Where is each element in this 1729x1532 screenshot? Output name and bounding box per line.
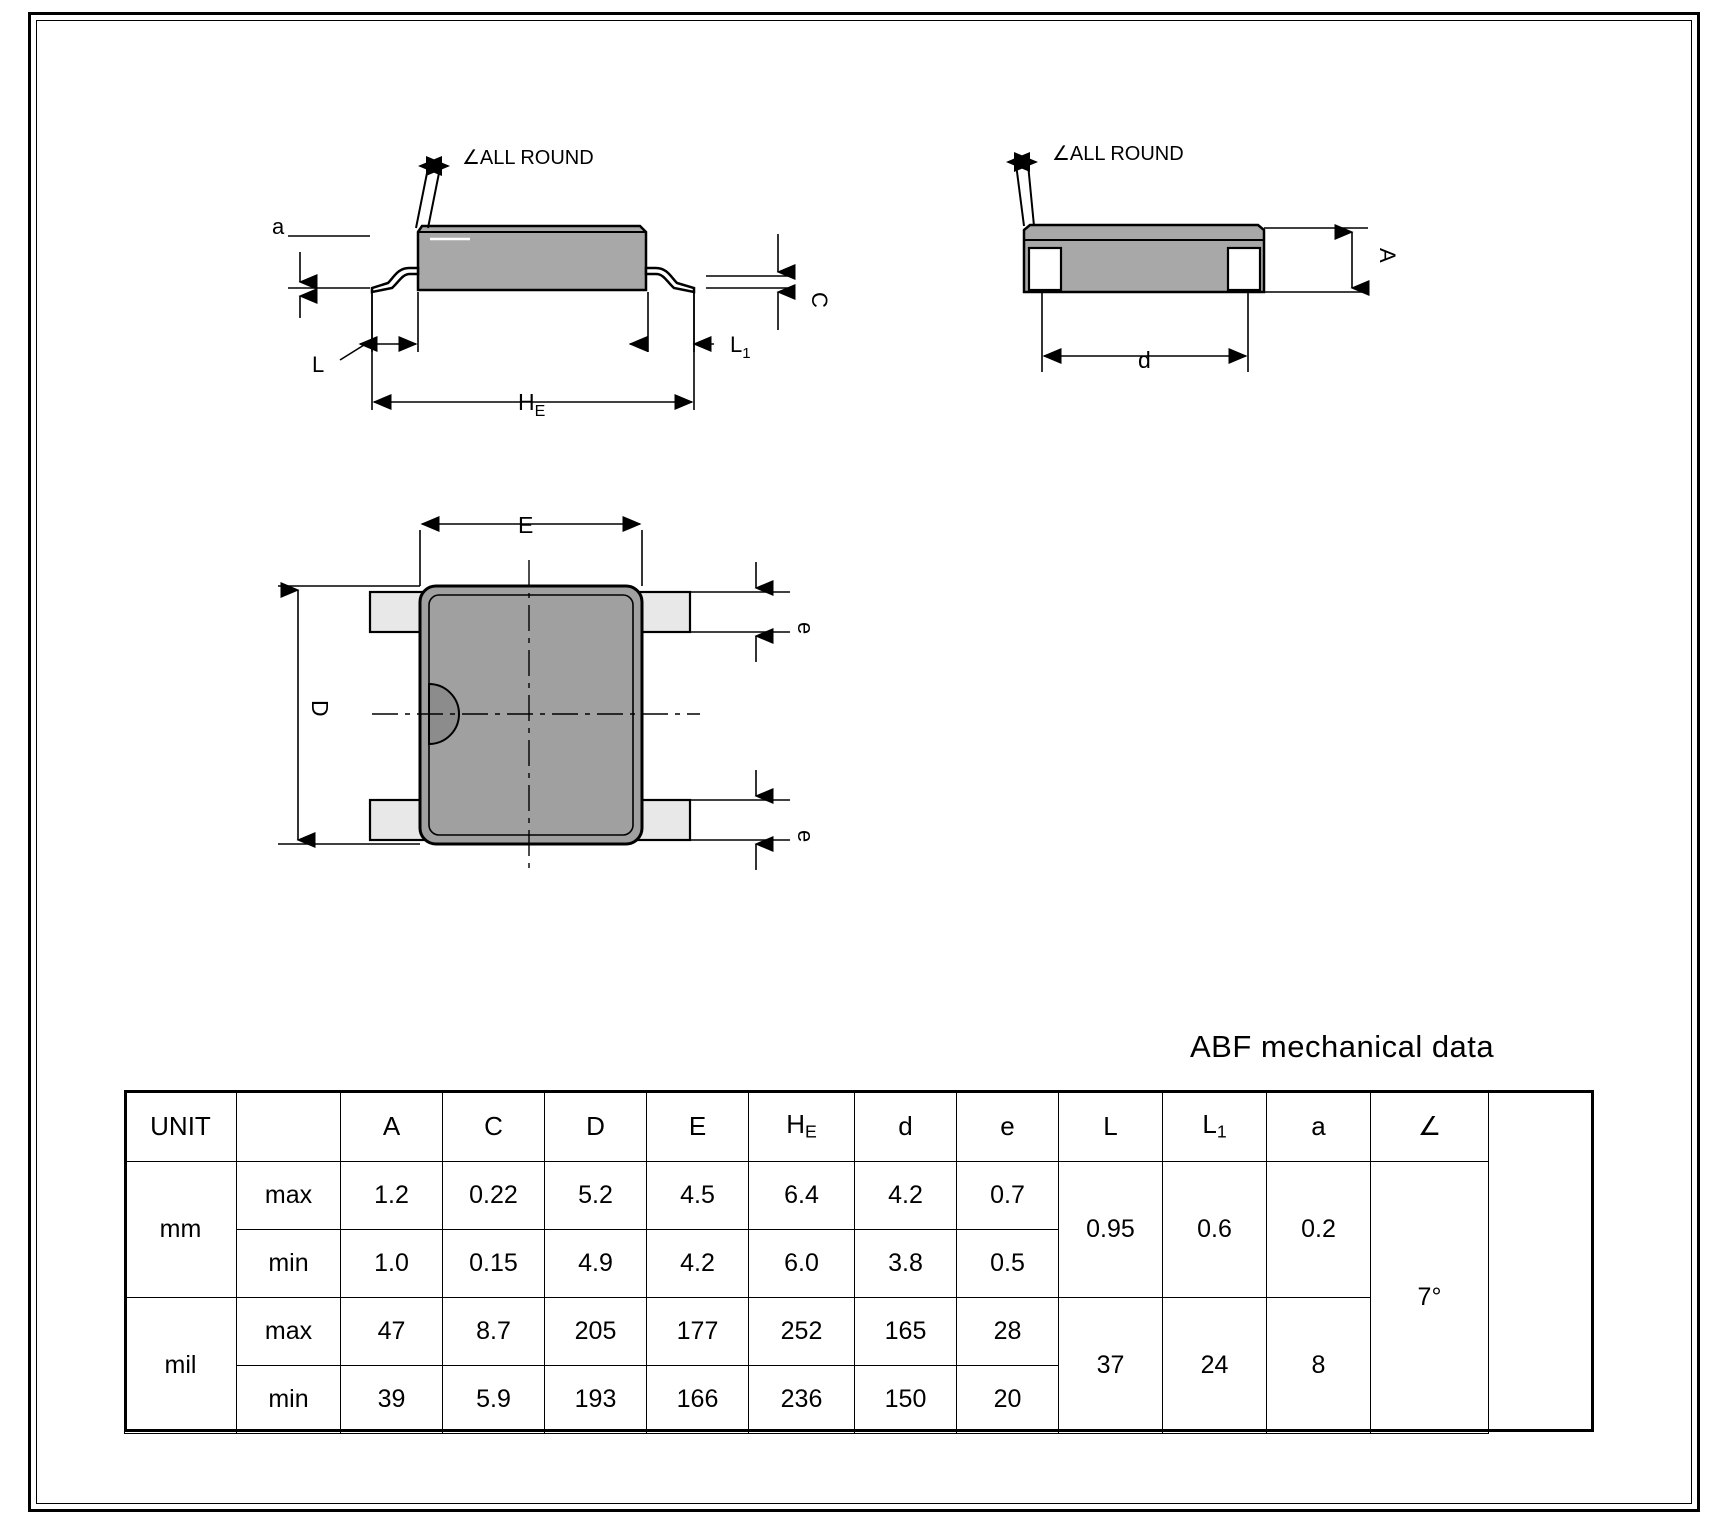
cell-mil-max-C: 8.7 (443, 1298, 545, 1366)
cell-mil-min-D: 193 (545, 1366, 647, 1434)
header-blank (237, 1091, 341, 1162)
cell-mil-L1: 24 (1163, 1298, 1267, 1434)
header-unit: UNIT (125, 1091, 237, 1162)
header-L1: $L_1$ (1163, 1091, 1267, 1162)
label-C: C (807, 292, 832, 308)
cell-mm-L: 0.95 (1059, 1162, 1163, 1298)
side-view-body (372, 226, 694, 292)
cell-mil-min-d: 150 (855, 1366, 957, 1434)
cell-mil-max-D: 205 (545, 1298, 647, 1366)
dim-e-bottom (690, 770, 790, 870)
cell-mil-min-E: 166 (647, 1366, 749, 1434)
all-round-leader-left (416, 166, 448, 228)
cell-mil-max-HE: 252 (749, 1298, 855, 1366)
cell-mil-max-e: 28 (957, 1298, 1059, 1366)
label-e-top: e (793, 622, 818, 635)
label-all-round-left: ∠ALL ROUND (462, 147, 594, 169)
cell-mil-a: 8 (1267, 1298, 1371, 1434)
dim-L (340, 292, 418, 360)
minmax-min: min (237, 1366, 341, 1434)
minmax-max: max (237, 1298, 341, 1366)
cell-mm-max-e: 0.7 (957, 1162, 1059, 1230)
header-e: e (957, 1091, 1059, 1162)
dim-A (1264, 228, 1368, 292)
page-title: ABF mechanical data (1190, 1029, 1495, 1064)
label-all-round-right: ∠ALL ROUND (1052, 143, 1184, 165)
header-E: E (647, 1091, 749, 1162)
minmax-min: min (237, 1230, 341, 1298)
unit-mil: mil (125, 1298, 237, 1434)
header-C: C (443, 1091, 545, 1162)
table-row (125, 1162, 1489, 1230)
label-A: A (1375, 248, 1400, 263)
label-E: E (518, 512, 534, 538)
label-L: L (312, 352, 325, 377)
dim-a (288, 236, 370, 318)
top-view-body (370, 560, 700, 874)
header-a: a (1267, 1091, 1371, 1162)
cell-mm-min-A: 1.0 (341, 1230, 443, 1298)
dim-L1 (630, 292, 714, 352)
cell-mil-min-A: 39 (341, 1366, 443, 1434)
cell-mm-max-HE: 6.4 (749, 1162, 855, 1230)
label-a: a (272, 214, 285, 239)
header-D: D (545, 1091, 647, 1162)
cell-mil-min-e: 20 (957, 1366, 1059, 1434)
end-view-body (1024, 225, 1264, 292)
cell-mm-L1: 0.6 (1163, 1162, 1267, 1298)
cell-mm-max-A: 1.2 (341, 1162, 443, 1230)
cell-mm-max-D: 5.2 (545, 1162, 647, 1230)
label-d: d (1138, 347, 1151, 373)
cell-mil-max-E: 177 (647, 1298, 749, 1366)
dim-e-top (690, 562, 790, 662)
dim-c (706, 234, 790, 330)
cell-mil-max-A: 47 (341, 1298, 443, 1366)
header-d: d (855, 1091, 957, 1162)
cell-mm-min-HE: 6.0 (749, 1230, 855, 1298)
header-A: A (341, 1091, 443, 1162)
cell-mm-max-d: 4.2 (855, 1162, 957, 1230)
cell-mm-min-C: 0.15 (443, 1230, 545, 1298)
all-round-leader-right (1008, 162, 1036, 226)
header-angle: ∠ (1371, 1091, 1489, 1162)
cell-mm-max-E: 4.5 (647, 1162, 749, 1230)
cell-mm-min-D: 4.9 (545, 1230, 647, 1298)
cell-mm-min-E: 4.2 (647, 1230, 749, 1298)
cell-mm-max-C: 0.22 (443, 1162, 545, 1230)
table-header-row (125, 1091, 1489, 1162)
cell-mil-min-HE: 236 (749, 1366, 855, 1434)
label-HE: $H_E$ (518, 389, 546, 420)
cell-angle: 7° (1371, 1162, 1489, 1434)
cell-mm-min-e: 0.5 (957, 1230, 1059, 1298)
header-L: L (1059, 1091, 1163, 1162)
minmax-max: max (237, 1162, 341, 1230)
mechanical-data-table (124, 1090, 1489, 1434)
label-D: D (307, 700, 333, 717)
header-HE: $H_E$ (749, 1091, 855, 1162)
unit-mm: mm (125, 1162, 237, 1298)
cell-mil-min-C: 5.9 (443, 1366, 545, 1434)
table-row (125, 1298, 1489, 1366)
cell-mm-min-d: 3.8 (855, 1230, 957, 1298)
cell-mm-a: 0.2 (1267, 1162, 1371, 1298)
label-L1: $L_1$ (730, 332, 751, 362)
label-e-bottom: e (793, 830, 818, 843)
cell-mil-L: 37 (1059, 1298, 1163, 1434)
cell-mil-max-d: 165 (855, 1298, 957, 1366)
